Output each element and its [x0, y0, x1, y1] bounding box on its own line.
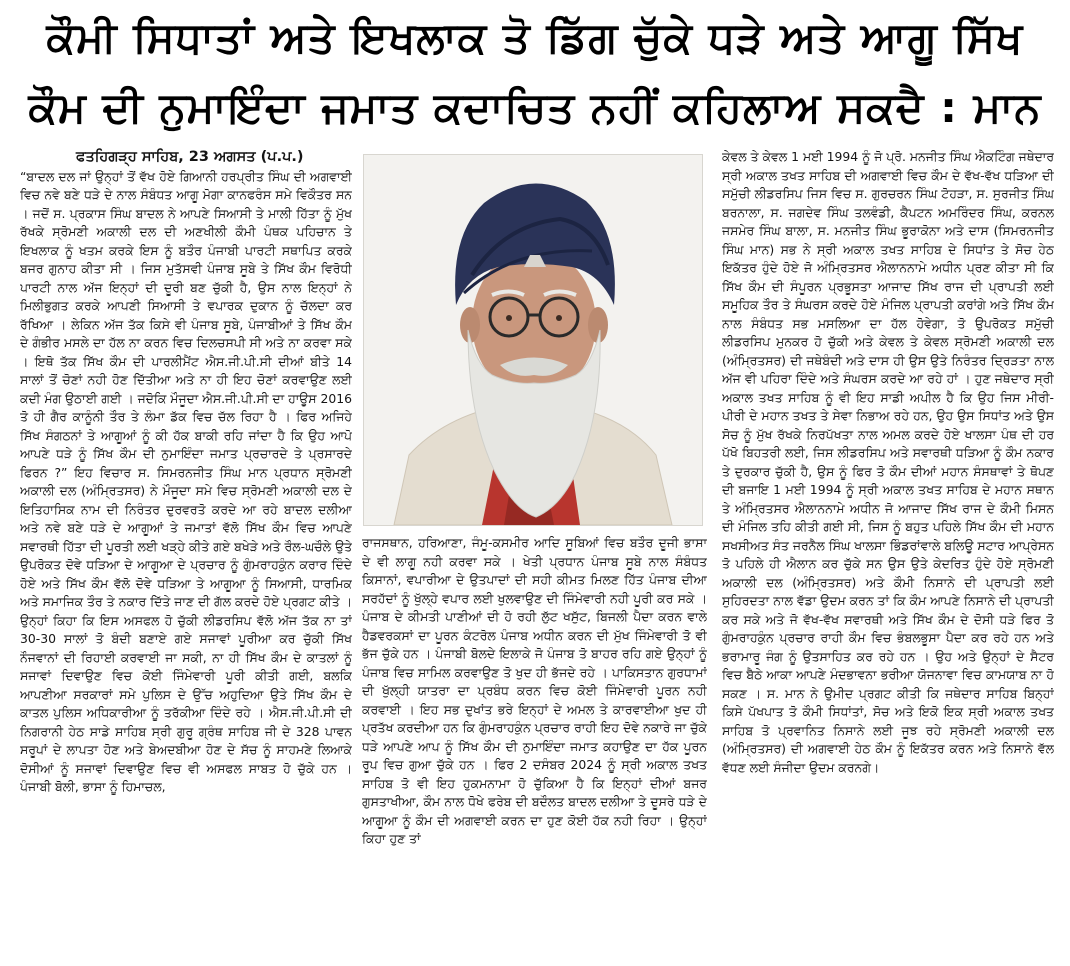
headline-line-2: ਕੌਮ ਦੀ ਨੁਮਾਇੰਦਾ ਜਮਾਤ ਕਦਾਚਿਤ ਨਹੀਂ ਕਹਿਲਾਅ ਸਕਦੈ : ਮਾਨ: [28, 83, 1042, 132]
column-3-text: ਕੇਵਲ ਤੇ ਕੇਵਲ 1 ਮਈ 1994 ਨੂੰ ਜੋ ਪ੍ਰੋ. ਮਨਜੀਤ ਸਿੰਘ ਐਕਟਿੰਗ ਜਥੇਦਾਰ ਸ੍ਰੀ ਅਕਾਲ ਤਖਤ ਸਾਹਿਬ ਦੀ ਅਗਵਾਈ ਵਿਚ ਕੌਮ ਦੇ ਵੱਖ-ਵੱਖ ਧੜਿਆ ਦੀ ਸਮੁੱਚੀ ਲੀਡਰਸਿਪ ਜਿਸ ਵਿਚ ਸ. ਗੁਰਚਰਨ ਸਿੰਘ ਟੋਹੜਾ, ਸ. ਸੁਰਜੀਤ ਸਿੰਘ ਬਰਨਾਲਾ, ਸ. ਜਗਦੇਵ ਸਿੰਘ ਤਲਵੰਡੀ, ਕੈਪਟਨ ਅਮਰਿੰਦਰ ਸਿੰਘ, ਕਰਨਲ ਜਸਮੇਰ ਸਿੰਘ ਬਾਲਾ, ਸ. ਮਨਜੀਤ ਸਿੰਘ ਭੂਰਾਕੋਨਾ ਅਤੇ ਦਾਸ (ਸਿਮਰਨਜੀਤ ਸਿੰਘ ਮਾਨ) ਸਭ ਨੇ ਸ੍ਰੀ ਅਕਾਲ ਤਖਤ ਸਾਹਿਬ ਦੇ ਸਿਧਾਂਤ ਤੇ ਸੋਚ ਹੇਠ ਇਕੱਤਰ ਹੁੰਦੇ ਹੋਏ ਜੋ ਅੰਮ੍ਰਿਤਸਰ ਐਲਾਨਨਾਮੇ ਅਧੀਨ ਪ੍ਰਣ ਕੀਤਾ ਸੀ ਕਿ ਸਿੱਖ ਕੌਮ ਦੀ ਸੰਪੂਰਨ ਪ੍ਰਭੂਸਤਾ ਆਜਾਦ ਸਿੱਖ ਰਾਜ ਦੀ ਪ੍ਰਾਪਤੀ ਲਈ ਸਮੂਹਿਕ ਤੌਰ ਤੇ ਸੰਘਰਸ ਕਰਦੇ ਹੋਏ ਮੰਜਿਲ ਪ੍ਰਾਪਤੀ ਕਰਾਂਗੇ ਅਤੇ ਸਿੱਖ ਕੌਮ ਨਾਲ ਸੰਬੰਧਤ ਸਭ ਮਸਲਿਆ ਦਾ ਹੱਲ ਹੋਵੇਗਾ, ਤੋ ਉਪਰੋਕਤ ਸਮੁੱਚੀ ਲੀਡਰਸਿਪ ਮੁਨਕਰ ਹੋ ਚੁੱਕੀ ਅਤੇ ਕੇਵਲ ਤੇ ਕੇਵਲ ਸ੍ਰੋਮਣੀ ਅਕਾਲੀ ਦਲ (ਅੰਮ੍ਰਿਤਸਰ) ਦੀ ਜਥੇਬੰਦੀ ਅਤੇ ਦਾਸ ਹੀ ਉਸ ਉਤੇ ਨਿਰੰਤਰ ਦ੍ਰਿੜਤਾ ਨਾਲ ਅੱਜ ਵੀ ਪਹਿਰਾ ਦਿੰਦੇ ਅਤੇ ਸੰਘਰਸ ਕਰਦੇ ਆ ਰਹੇ ਹਾਂ । ਹੁਣ ਜਥੇਦਾਰ ਸ੍ਰੀ ਅਕਾਲ ਤਖਤ ਸਾਹਿਬ ਨੂੰ ਵੀ ਇਹ ਸਾਡੀ ਅਪੀਲ ਹੈ ਕਿ ਉਹ ਜਿਸ ਮੀਰੀ-ਪੀਰੀ ਦੇ ਮਹਾਨ ਤਖਤ ਤੇ ਸੇਵਾ ਨਿਭਾਅ ਰਹੇ ਹਨ, ਉਹ ਉਸ ਸਿਧਾਂਤ ਅਤੇ ਉਸ ਸੋਚ ਨੂੰ ਮੁੱਖ ਰੱਖਕੇ ਨਿਰਪੱਖਤਾ ਨਾਲ ਅਮਲ ਕਰਦੇ ਹੋਏ ਖਾਲਸਾ ਪੰਥ ਦੀ ਹਰ ਪੱਖੋ ਬਿਹਤਰੀ ਲਈ, ਜਿਸ ਲੀਡਰਸਿਪ ਅਤੇ ਸਵਾਰਥੀ ਧੜਿਆ ਨੂੰ ਕੌਮ ਨਕਾਰ ਤੇ ਦੁਰਕਾਰ ਚੁੱਕੀ ਹੈ, ਉਸ ਨੂੰ ਫਿਰ ਤੋ ਕੌਮ ਦੀਆਂ ਮਹਾਨ ਸੰਸਥਾਵਾਂ ਤੇ ਥੋਪਣ ਦੀ ਬਜਾਇ 1 ਮਈ 1994 ਨੂੰ ਸ੍ਰੀ ਅਕਾਲ ਤਖਤ ਸਾਹਿਬ ਦੇ ਮਹਾਨ ਸਥਾਨ ਤੇ ਅੰਮ੍ਰਿਤਸਰ ਐਲਾਨਨਾਮੇ ਅਧੀਨ ਜੋ ਆਜਾਦ ਸਿੱਖ ਰਾਜ ਦੇ ਕੌਮੀ ਮਿਸਨ ਦੀ ਮੰਜਿਲ ਤਹਿ ਕੀਤੀ ਗਈ ਸੀ, ਜਿਸ ਨੂੰ ਬਹੁਤ ਪਹਿਲੇ ਸਿੱਖ ਕੌਮ ਦੀ ਮਹਾਨ ਸਖਸੀਅਤ ਸੰਤ ਜਰਨੈਲ ਸਿੰਘ ਖਾਲਸਾ ਭਿੰਡਰਾਂਵਾਲੇ ਬਲਿਊ ਸਟਾਰ ਆਪ੍ਰੇਸਨ ਤੋ ਪਹਿਲੇ ਹੀ ਐਲਾਨ ਕਰ ਚੁੱਕੇ ਸਨ ਉਸ ਉਤੇ ਕੇਦਰਿਤ ਹੁੰਦੇ ਹੋਏ ਸ੍ਰੋਮਣੀ ਅਕਾਲੀ ਦਲ (ਅੰਮ੍ਰਿਤਸਰ) ਅਤੇ ਕੌਮੀ ਨਿਸਾਨੇ ਦੀ ਪ੍ਰਾਪਤੀ ਲਈ ਸੁਹਿਰਦਤਾ ਨਾਲ ਵੱਡਾ ਉਦਮ ਕਰਨ ਤਾਂ ਕਿ ਕੌਮ ਆਪਣੇ ਨਿਸਾਨੇ ਦੀ ਪ੍ਰਾਪਤੀ ਕਰ ਸਕੇ ਅਤੇ ਜੋ ਵੱਖ-ਵੱਖ ਸਵਾਰਥੀ ਅਤੇ ਸਿੱਖ ਕੌਮ ਦੇ ਦੋਸੀ ਧੜੇ ਫਿਰ ਤੋ ਗੁੰਮਰਾਹਕੁੰਨ ਪ੍ਰਚਾਰ ਰਾਹੀ ਕੌਮ ਵਿਚ ਭੰਬਲਭੂਸਾ ਪੈਦਾ ਕਰ ਰਹੇ ਹਨ ਅਤੇ ਭਰਾਮਾਰੂ ਜੰਗ ਨੂੰ ਉਤਸਾਹਿਤ ਕਰ ਰਹੇ ਹਨ । ਉਹ ਅਤੇ ਉਨ੍ਹਾਂ ਦੇ ਸੈਟਰ ਵਿਚ ਬੈਠੇ ਆਕਾ ਆਪਣੇ ਮੰਦਭਾਵਨਾ ਭਰੀਆ ਯੋਜਨਾਵਾ ਵਿਚ ਕਾਮਯਾਬ ਨਾ ਹੋ ਸਕਣ । ਸ. ਮਾਨ ਨੇ ਉਮੀਦ ਪ੍ਰਗਟ ਕੀਤੀ ਕਿ ਜਥੇਦਾਰ ਸਾਹਿਬ ਬਿਨ੍ਹਾਂ ਕਿਸੇ ਪੱਖਪਾਤ ਤੋ ਕੌਮੀ ਸਿਧਾਂਤਾਂ, ਸੋਚ ਅਤੇ ਇਕੋ ਇਕ ਸ੍ਰੀ ਅਕਾਲ ਤਖਤ ਸਾਹਿਬ ਤੋ ਪ੍ਰਵਾਨਿਤ ਨਿਸਾਨੇ ਲਈ ਜੂਝ ਰਹੇ ਸ੍ਰੋਮਣੀ ਅਕਾਲੀ ਦਲ (ਅੰਮ੍ਰਿਤਸਰ) ਦੀ ਅਗਵਾਈ ਹੇਠ ਕੌਮ ਨੂੰ ਇਕੱਤਰ ਕਰਨ ਅਤੇ ਨਿਸਾਨੇ ਵੱਲ ਵੱਧਣ ਲਈ ਸੰਜੀਦਾ ਉਦਮ ਕਰਨਗੇ।: [722, 149, 1054, 775]
dateline: ਫਤਹਿਗੜ੍ਹ ਸਾਹਿਬ, 23 ਅਗਸਤ (ਪ.ਪ.): [76, 149, 304, 165]
portrait-photo: [363, 154, 703, 526]
column-1-text: “ਬਾਦਲ ਦਲ ਜਾਂ ਉਨ੍ਹਾਂ ਤੋਂ ਵੱਖ ਹੋਏ ਗਿਆਨੀ ਹਰਪ੍ਰੀਤ ਸਿੰਘ ਦੀ ਅਗਵਾਈ ਵਿਚ ਨਵੇ ਬਣੇ ਧੜੇ ਦੇ ਨਾਲ ਸੰਬੰਧਤ ਆਗੂ ਮੋਗਾ ਕਾਨਫਰੰਸ ਸਮੇ ਵਿਕੌਤਰ ਸਨ । ਜਦੋਂ ਸ. ਪ੍ਰਕਾਸ ਸਿੰਘ ਬਾਦਲ ਨੇ ਆਪਣੇ ਸਿਆਸੀ ਤੇ ਮਾਲੀ ਹਿੱਤਾ ਨੂੰ ਮੁੱਖ ਰੱਖਕੇ ਸ੍ਰੋਮਣੀ ਅਕਾਲੀ ਦਲ ਦੀ ਅਣਖੀਲੀ ਕੌਮੀ ਪੰਥਕ ਪਹਿਚਾਨ ਤੇ ਇਖਲਾਕ ਨੂੰ ਖਤਮ ਕਰਕੇ ਇਸ ਨੂੰ ਬਤੌਰ ਪੰਜਾਬੀ ਪਾਰਟੀ ਸਥਾਪਿਤ ਕਰਕੇ ਬਜਰ ਗੁਨਾਹ ਕੀਤਾ ਸੀ । ਜਿਸ ਮੁਤੱਸਵੀ ਪੰਜਾਬ ਸੂਬੇ ਤੇ ਸਿੱਖ ਕੌਮ ਵਿਰੋਧੀ ਪਾਰਟੀ ਨਾਲ ਅੱਜ ਇਨ੍ਹਾਂ ਦੀ ਦੂਰੀ ਬਣ ਚੁੱਕੀ ਹੈ, ਉਸ ਨਾਲ ਇਨ੍ਹਾਂ ਨੇ ਮਿਲੀਭੁਗਤ ਕਰਕੇ ਆਪਣੀ ਸਿਆਸੀ ਤੇ ਵਪਾਰਕ ਦੁਕਾਨ ਨੂੰ ਚੱਲਦਾ ਕਰ ਰੱਖਿਆ । ਲੇਕਿਨ ਅੱਜ ਤੱਕ ਕਿਸੇ ਵੀ ਪੰਜਾਬ ਸੂਬੇ, ਪੰਜਾਬੀਆਂ ਤੇ ਸਿੱਖ ਕੌਮ ਦੇ ਗੰਭੀਰ ਮਸਲੇ ਦਾ ਹੱਲ ਨਾ ਕਰਨ ਵਿਚ ਦਿਲਚਸਪੀ ਸੀ ਅਤੇ ਨਾ ਕਰਵਾ ਸਕੇ । ਇਥੋ ਤੱਕ ਸਿੱਖ ਕੌਮ ਦੀ ਪਾਰਲੀਮੈਂਟ ਐਸ.ਜੀ.ਪੀ.ਸੀ ਦੀਆਂ ਬੀਤੇ 14 ਸਾਲਾਂ ਤੋਂ ਚੋਣਾਂ ਨਹੀ ਹੋਣ ਦਿੱਤੀਆ ਅਤੇ ਨਾ ਹੀ ਇਹ ਚੋਣਾਂ ਕਰਵਾਉਣ ਲਈ ਕਦੀ ਮੰਗ ਉਠਾਈ ਗਈ । ਜਦੋਕਿ ਮੌਜੂਦਾ ਐਸ.ਜੀ.ਪੀ.ਸੀ ਦਾ ਹਾਊਸ 2016 ਤੋ ਹੀ ਗੈਰ ਕਾਨੂੰਨੀ ਤੌਰ ਤੇ ਲੰਮਾ ਡੱਕ ਵਿਚ ਚੱਲ ਰਿਹਾ ਹੈ । ਫਿਰ ਅਜਿਹੇ ਸਿੱਖ ਸੰਗਠਨਾਂ ਤੇ ਆਗੂਆਂ ਨੂੰ ਕੀ ਹੱਕ ਬਾਕੀ ਰਹਿ ਜਾਂਦਾ ਹੈ ਕਿ ਉਹ ਆਪੋ ਆਪਣੇ ਧੜੇ ਨੂੰ ਸਿੱਖ ਕੌਮ ਦੀ ਨੁਮਾਇੰਦਾ ਜਮਾਤ ਪ੍ਰਚਾਰਦੇ ਤੇ ਪ੍ਰਸਾਰਦੇ ਫਿਰਨ ?” ਇਹ ਵਿਚਾਰ ਸ. ਸਿਮਰਨਜੀਤ ਸਿੰਘ ਮਾਨ ਪ੍ਰਧਾਨ ਸ੍ਰੋਮਣੀ ਅਕਾਲੀ ਦਲ (ਅੰਮ੍ਰਿਤਸਰ) ਨੇ ਮੌਜੂਦਾ ਸਮੇ ਵਿਚ ਸ੍ਰੋਮਣੀ ਅਕਾਲੀ ਦਲ ਦੇ ਇਤਿਹਾਸਿਕ ਨਾਮ ਦੀ ਨਿਰੰਤਰ ਦੁਰਵਰਤੋ ਕਰਦੇ ਆ ਰਹੇ ਬਾਦਲ ਦਲੀਆ ਅਤੇ ਨਵੇ ਬਣੇ ਧੜੇ ਦੇ ਆਗੂਆਂ ਤੇ ਜਮਾਤਾਂ ਵੱਲੋ ਸਿੱਖ ਕੌਮ ਵਿਚ ਆਪਣੇ ਸਵਾਰਥੀ ਹਿੱਤਾ ਦੀ ਪੂਰਤੀ ਲਈ ਖੜ੍ਹੇ ਕੀਤੇ ਗਏ ਬਖੇੜੇ ਅਤੇ ਰੌਲ-ਘਚੌਲੇ ਉਤੇ ਉਪਰੋਕਤ ਦੋਵੇ ਧੜਿਆ ਦੇ ਆਗੂਆ ਦੇ ਪ੍ਰਚਾਰ ਨੂੰ ਗੁੰਮਰਾਹਕੁੰਨ ਕਰਾਰ ਦਿੰਦੇ ਹੋਏ ਅਤੇ ਸਿੱਖ ਕੌਮ ਵੱਲੋ ਦੋਵੇ ਧੜਿਆ ਤੇ ਆਗੂਆ ਨੂੰ ਸਿਆਸੀ, ਧਾਰਮਿਕ ਅਤੇ ਸਮਾਜਿਕ ਤੌਰ ਤੇ ਨਕਾਰ ਦਿੱਤੇ ਜਾਣ ਦੀ ਗੱਲ ਕਰਦੇ ਹੋਏ ਪ੍ਰਗਟ ਕੀਤੇ । ਉਨ੍ਹਾਂ ਕਿਹਾ ਕਿ ਇਸ ਅਸਫਲ ਹੋ ਚੁੱਕੀ ਲੀਡਰਸਿਪ ਵੱਲੋ ਅੱਜ ਤੱਕ ਨਾ ਤਾਂ 30-30 ਸਾਲਾਂ ਤੋ ਬੰਦੀ ਬਣਾਏ ਗਏ ਸਜਾਵਾਂ ਪੂਰੀਆ ਕਰ ਚੁੱਕੀ ਸਿੱਖ ਨੌਜਵਾਨਾਂ ਦੀ ਰਿਹਾਈ ਕਰਵਾਈ ਜਾ ਸਕੀ, ਨਾ ਹੀ ਸਿੱਖ ਕੌਮ ਦੇ ਕਾਤਲਾਂ ਨੂੰ ਸਜਾਵਾਂ ਦਿਵਾਉਣ ਵਿਚ ਕੋਈ ਜਿੰਮੇਵਾਰੀ ਪੂਰੀ ਕੀਤੀ ਗਈ, ਬਲਕਿ ਆਪਣੀਆ ਸਰਕਾਰਾਂ ਸਮੇ ਪੁਲਿਸ ਦੇ ਉੱਚ ਅਹੁਦਿਆ ਉਤੇ ਸਿੱਖ ਕੌਮ ਦੇ ਕਾਤਲ ਪੁਲਿਸ ਅਧਿਕਾਰੀਆ ਨੂੰ ਤਰੱਕੀਆ ਦਿੰਦੇ ਰਹੇ । ਐਸ.ਜੀ.ਪੀ.ਸੀ ਦੀ ਨਿਗਰਾਨੀ ਹੇਠ ਸਾਡੇ ਸਾਹਿਬ ਸ੍ਰੀ ਗੁਰੂ ਗ੍ਰੰਥ ਸਾਹਿਬ ਜੀ ਦੇ 328 ਪਾਵਨ ਸਰੂਪਾਂ ਦੇ ਲਾਪਤਾ ਹੋਣ ਅਤੇ ਬੇਅਦਬੀਆ ਹੋਣ ਦੇ ਸੱਚ ਨੂੰ ਸਾਹਮਣੇ ਲਿਆਕੇ ਦੋਸੀਆਂ ਨੂੰ ਸਜਾਵਾਂ ਦਿਵਾਉਣ ਵਿਚ ਵੀ ਅਸਫਲ ਸਾਬਤ ਹੋ ਚੁੱਕੇ ਹਨ । ਪੰਜਾਬੀ ਬੋਲੀ, ਭਾਸਾ ਨੂੰ ਹਿਮਾਚਲ,: [20, 168, 352, 794]
article-column-2: [362, 534, 707, 960]
headline-line-1: ਕੌਮੀ ਸਿਧਾਤਾਂ ਅਤੇ ਇਖਲਾਕ ਤੋ ਡਿੱਗ ਚੁੱਕੇ ਧੜੇ ਅਤੇ ਆਗੂ ਸਿੱਖ: [46, 13, 1024, 62]
article-column-1: [20, 148, 352, 960]
portrait-image: [364, 155, 702, 525]
article-column-3: [722, 148, 1054, 960]
column-2-text: ਰਾਜਸਥਾਨ, ਹਰਿਆਣਾ, ਜੰਮੂ-ਕਸਮੀਰ ਆਦਿ ਸੂਬਿਆਂ ਵਿਚ ਬਤੌਰ ਦੂਜੀ ਭਾਸਾ ਦੇ ਵੀ ਲਾਗੂ ਨਹੀ ਕਰਵਾ ਸਕੇ । ਖੇਤੀ ਪ੍ਰਧਾਨ ਪੰਜਾਬ ਸੂਬੇ ਨਾਲ ਸੰਬੰਧਤ ਕਿਸਾਨਾਂ, ਵਪਾਰੀਆ ਦੇ ਉਤਪਾਦਾਂ ਦੀ ਸਹੀ ਕੀਮਤ ਮਿਲਣ ਹਿੱਤ ਪੰਜਾਬ ਦੀਆ ਸਰਹੱਦਾਂ ਨੂੰ ਖੁੱਲ੍ਹੇ ਵਪਾਰ ਲਈ ਖੁਲਵਾਉਣ ਦੀ ਜਿੰਮੇਵਾਰੀ ਨਹੀ ਪੂਰੀ ਕਰ ਸਕੇ । ਪੰਜਾਬ ਦੇ ਕੀਮਤੀ ਪਾਣੀਆਂ ਦੀ ਹੋ ਰਹੀ ਲੁੱਟ ਖਸੁੱਟ, ਬਿਜਲੀ ਪੈਦਾ ਕਰਨ ਵਾਲੇ ਹੈਡਵਰਕਸਾਂ ਦਾ ਪੂਰਨ ਕੰਟਰੋਲ ਪੰਜਾਬ ਅਧੀਨ ਕਰਨ ਦੀ ਮੁੱਖ ਜਿੰਮੇਵਾਰੀ ਤੋ ਵੀ ਭੱਜ ਚੁੱਕੇ ਹਨ । ਪੰਜਾਬੀ ਬੋਲਦੇ ਇਲਾਕੇ ਜੋ ਪੰਜਾਬ ਤੋ ਬਾਹਰ ਰਹਿ ਗਏ ਉਨ੍ਹਾਂ ਨੂੰ ਪੰਜਾਬ ਵਿਚ ਸਾਮਿਲ ਕਰਵਾਉਣ ਤੋ ਖੁਦ ਹੀ ਭੱਜਦੇ ਰਹੇ । ਪਾਕਿਸਤਾਨ ਗੁਰਧਾਮਾਂ ਦੀ ਖੁੱਲ੍ਹੀ ਯਾਤਰਾ ਦਾ ਪ੍ਰਬੰਧ ਕਰਨ ਵਿਚ ਕੋਈ ਜਿੰਮੇਵਾਰੀ ਪੂਰਨ ਨਹੀ ਕਰਵਾਈ । ਇਹ ਸਭ ਦੁਖਾਂਤ ਭਰੇ ਇਨ੍ਹਾਂ ਦੇ ਅਮਲ ਤੇ ਕਾਰਵਾਈਆ ਖੁਦ ਹੀ ਪ੍ਰਤੱਖ ਕਰਦੀਆ ਹਨ ਕਿ ਗੁੰਮਰਾਹਕੁੰਨ ਪ੍ਰਚਾਰ ਰਾਹੀ ਇਹ ਦੋਵੇ ਨਕਾਰੇ ਜਾ ਚੁੱਕੇ ਧੜੇ ਆਪਣੇ ਆਪ ਨੂੰ ਸਿੱਖ ਕੌਮ ਦੀ ਨੁਮਾਇੰਦਾ ਜਮਾਤ ਕਹਾਉਣ ਦਾ ਹੱਕ ਪੂਰਨ ਰੂਪ ਵਿਚ ਗੁਆ ਚੁੱਕੇ ਹਨ । ਫਿਰ 2 ਦਸੰਬਰ 2024 ਨੂੰ ਸ੍ਰੀ ਅਕਾਲ ਤਖਤ ਸਾਹਿਬ ਤੋ ਵੀ ਇਹ ਹੁਕਮਨਾਮਾ ਹੋ ਚੁੱਕਿਆ ਹੈ ਕਿ ਇਨ੍ਹਾਂ ਦੀਆਂ ਬਜਰ ਗੁਸਤਾਖੀਆ, ਕੌਮ ਨਾਲ ਧੋਖੇ ਫਰੇਬ ਦੀ ਬਦੌਲਤ ਬਾਦਲ ਦਲੀਆ ਤੇ ਦੂਸਰੇ ਧੜੇ ਦੇ ਆਗੂਆ ਨੂੰ ਕੌਮ ਦੀ ਅਗਵਾਈ ਕਰਨ ਦਾ ਹੁਣ ਕੋਈ ਹੱਕ ਨਹੀ ਰਿਹਾ । ਉਨ੍ਹਾਂ ਕਿਹਾ ਹੁਣ ਤਾਂ: [362, 535, 707, 846]
